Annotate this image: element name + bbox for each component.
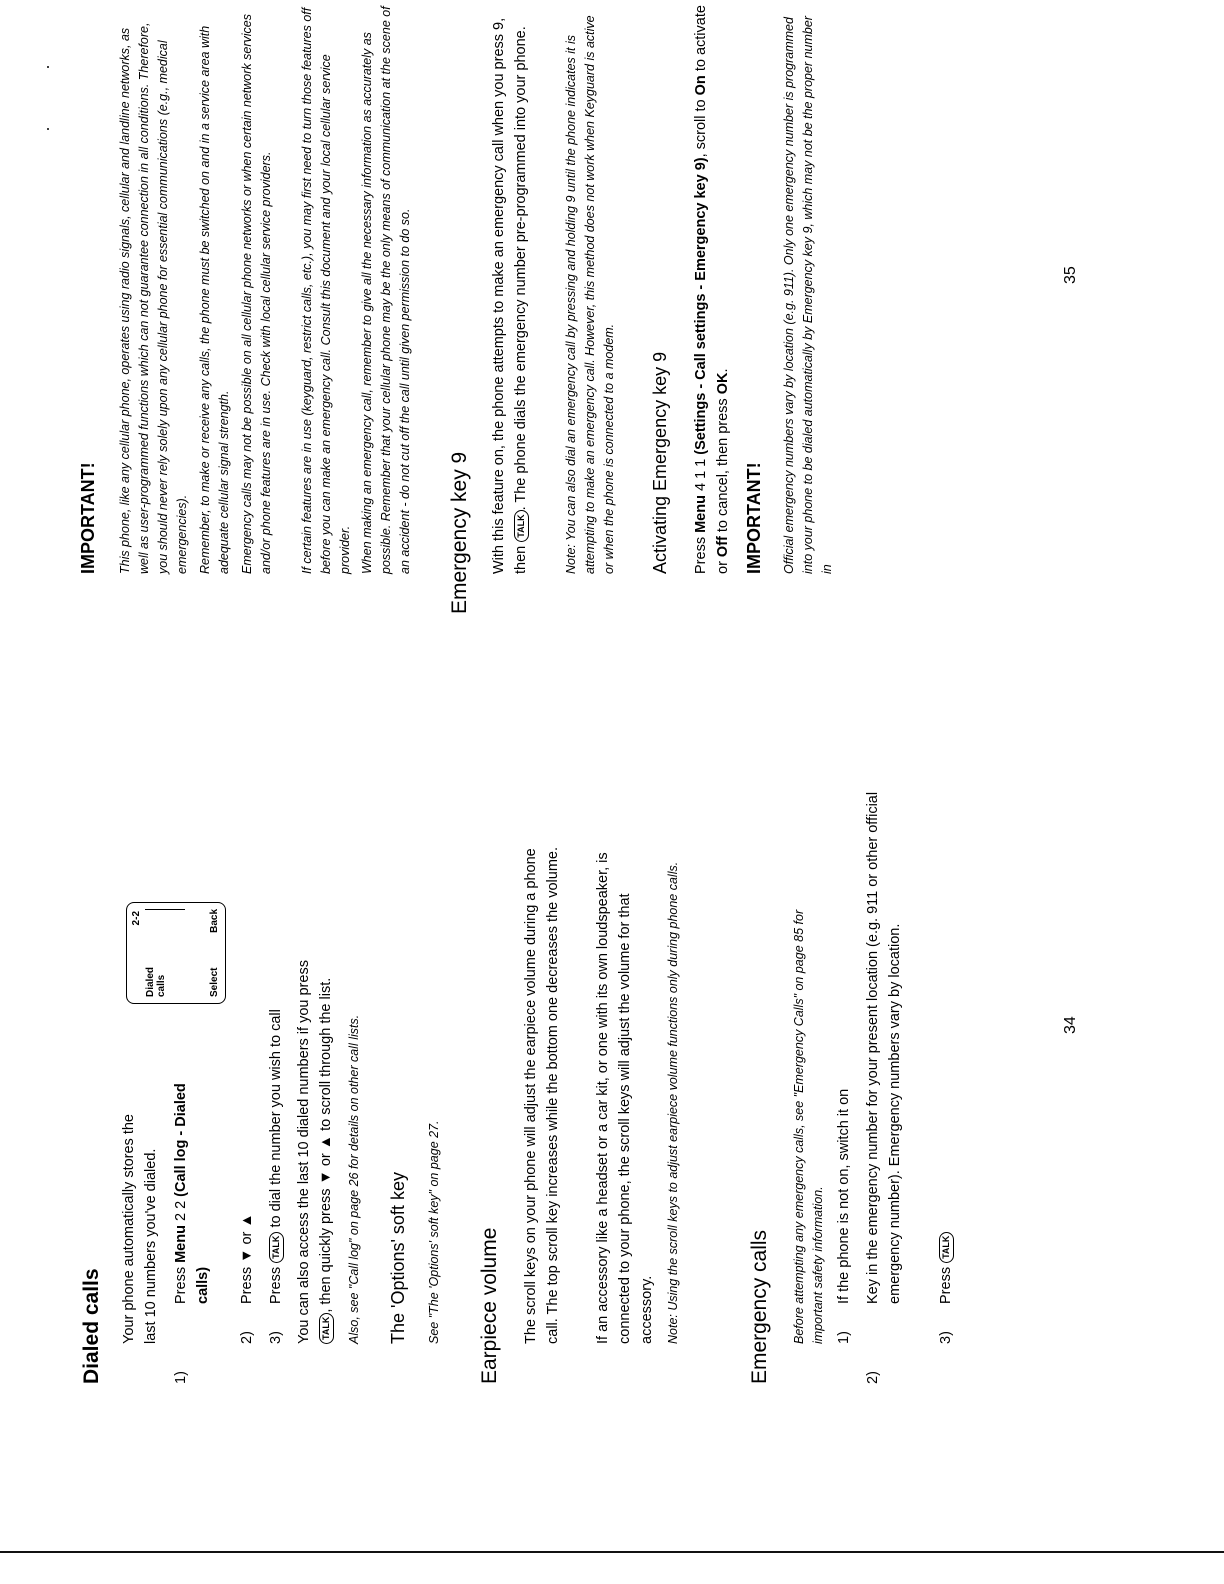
- earpiece-volume-heading: Earpiece volume: [478, 1227, 501, 1384]
- talk-key-icon: TALK: [269, 1232, 284, 1263]
- dialed-step-1: 1)Press Menu 2 2 (Call log - Dialed calls): [173, 1083, 211, 1384]
- important-paragraph-5: When making an emergency call, remember to give all the necessary information as accurately as possible. Remember that your cellular phone may be the only means of communication at the scene of an accident - do not cut off the call until given permission to do so.: [360, 6, 412, 574]
- emergency-calls-note: Before attempting any emergency calls, see "Emergency Calls" on page 85 for important safety information.: [792, 909, 825, 1344]
- emergency-step-2: 2)Key in the emergency number for your present location (e.g. 911 or other official emergency number). Emergency numbers vary by location.: [865, 791, 903, 1384]
- talk-key-icon: TALK: [319, 1313, 334, 1344]
- important-2-heading: IMPORTANT!: [744, 462, 764, 574]
- dialed-calls-heading: Dialed calls: [80, 1268, 103, 1384]
- screen-scrollbar: [145, 909, 185, 910]
- page-number-35: 35: [1062, 266, 1079, 284]
- page-35: [0, 0, 1224, 614]
- important-paragraph-4: If certain features are in use (keyguard, restrict calls, etc.), you may first need to turn those features off before you can make an emergency call. Consult this document and your local cellular service provider.: [300, 7, 352, 574]
- emergency-step-3: 3)Press TALK: [935, 1232, 957, 1344]
- talk-key-icon: TALK: [939, 1232, 954, 1263]
- screen-title: Dialed calls: [145, 966, 167, 997]
- important-paragraph-1: This phone, like any cellular phone, operates using radio signals, cellular and landline networks, as well as user-programmed functions which can not guarantee connection in all conditions. Therefore, you should never rely solely upon any cellular phone for essential communications (e.g., medical emergencies).: [118, 22, 189, 574]
- dialed-intro: Your phone automatically stores the last 10 numbers you've dialed.: [121, 1114, 159, 1344]
- screen-back-softkey: Back: [209, 909, 220, 933]
- key9-paragraph: With this feature on, the phone attempts to make an emergency call when you press 9, then TALK. The phone dials the emergency number pre-programmed into your phone.: [491, 17, 529, 574]
- important-heading: IMPORTANT!: [78, 462, 98, 574]
- key9-note: Note: You can also dial an emergency call by pressing and holding 9 until the phone indicates it is attempting to make an emergency call. However, this method does not work when Keyguard is active or when the phone is connected to a modem.: [564, 15, 616, 574]
- menu-key-label: Menu: [173, 1225, 189, 1263]
- phone-display: [126, 902, 226, 1004]
- dialed-step-3: 3)Press TALK to dial the number you wish to call: [268, 1009, 284, 1344]
- dialed-step-2: 2)Press ▼ or ▲: [239, 1213, 255, 1344]
- options-softkey-heading: The 'Options' soft key: [388, 1172, 408, 1344]
- screen-select-softkey: Select: [209, 967, 220, 997]
- talk-key-icon: TALK: [514, 510, 529, 541]
- earpiece-note: Note: Using the scroll keys to adjust earpiece volume functions only during phone calls.: [666, 861, 680, 1344]
- emergency-calls-heading: Emergency calls: [748, 1229, 771, 1384]
- screen-indicator: 2-2: [131, 911, 142, 926]
- activating-heading: Activating Emergency key 9: [650, 351, 670, 574]
- page-number-34: 34: [1062, 1016, 1079, 1034]
- important-paragraph-3: Emergency calls may not be possible on all cellular phone networks or when certain network services and/or phone features are in use. Check with local cellular service providers.: [240, 14, 273, 574]
- emergency-key-9-heading: Emergency key 9: [448, 451, 471, 614]
- important-paragraph-2: Remember, to make or receive any calls, the phone must be switched on and in a service area with adequate cellular signal strength.: [198, 25, 231, 574]
- also-see-note: Also, see "Call log" on page 26 for details on other call lists.: [347, 1014, 361, 1344]
- official-numbers-note: Official emergency numbers vary by location (e.g. 911). Only one emergency number is programmed into your phone to be dialed automatically by Emergency key 9, which may not be the proper number in: [782, 16, 834, 574]
- options-see-note: See "The 'Options' soft key" on page 27.: [427, 1120, 441, 1344]
- earpiece-paragraph-2: If an accessory like a headset or a car kit, or one with its own loudspeaker, is connected to your phone, the scroll keys will adjust the volume for that accessory.: [595, 852, 655, 1344]
- dialed-access-text: You can also access the last 10 dialed numbers if you press TALK, then quickly press ▼ or ▲ to scroll through the list.: [296, 960, 334, 1344]
- page-34: [0, 784, 1224, 1384]
- activating-instructions: Press Menu 4 1 1 (Settings - Call settings - Emergency key 9), scroll to On to activate or Off to cancel, then press OK.: [693, 5, 731, 574]
- emergency-step-1: 1)If the phone is not on, switch it on: [836, 1088, 852, 1344]
- earpiece-paragraph-1: The scroll keys on your phone will adjust the earpiece volume during a phone call. The top scroll key increases while the bottom one decreases the volume.: [523, 846, 561, 1344]
